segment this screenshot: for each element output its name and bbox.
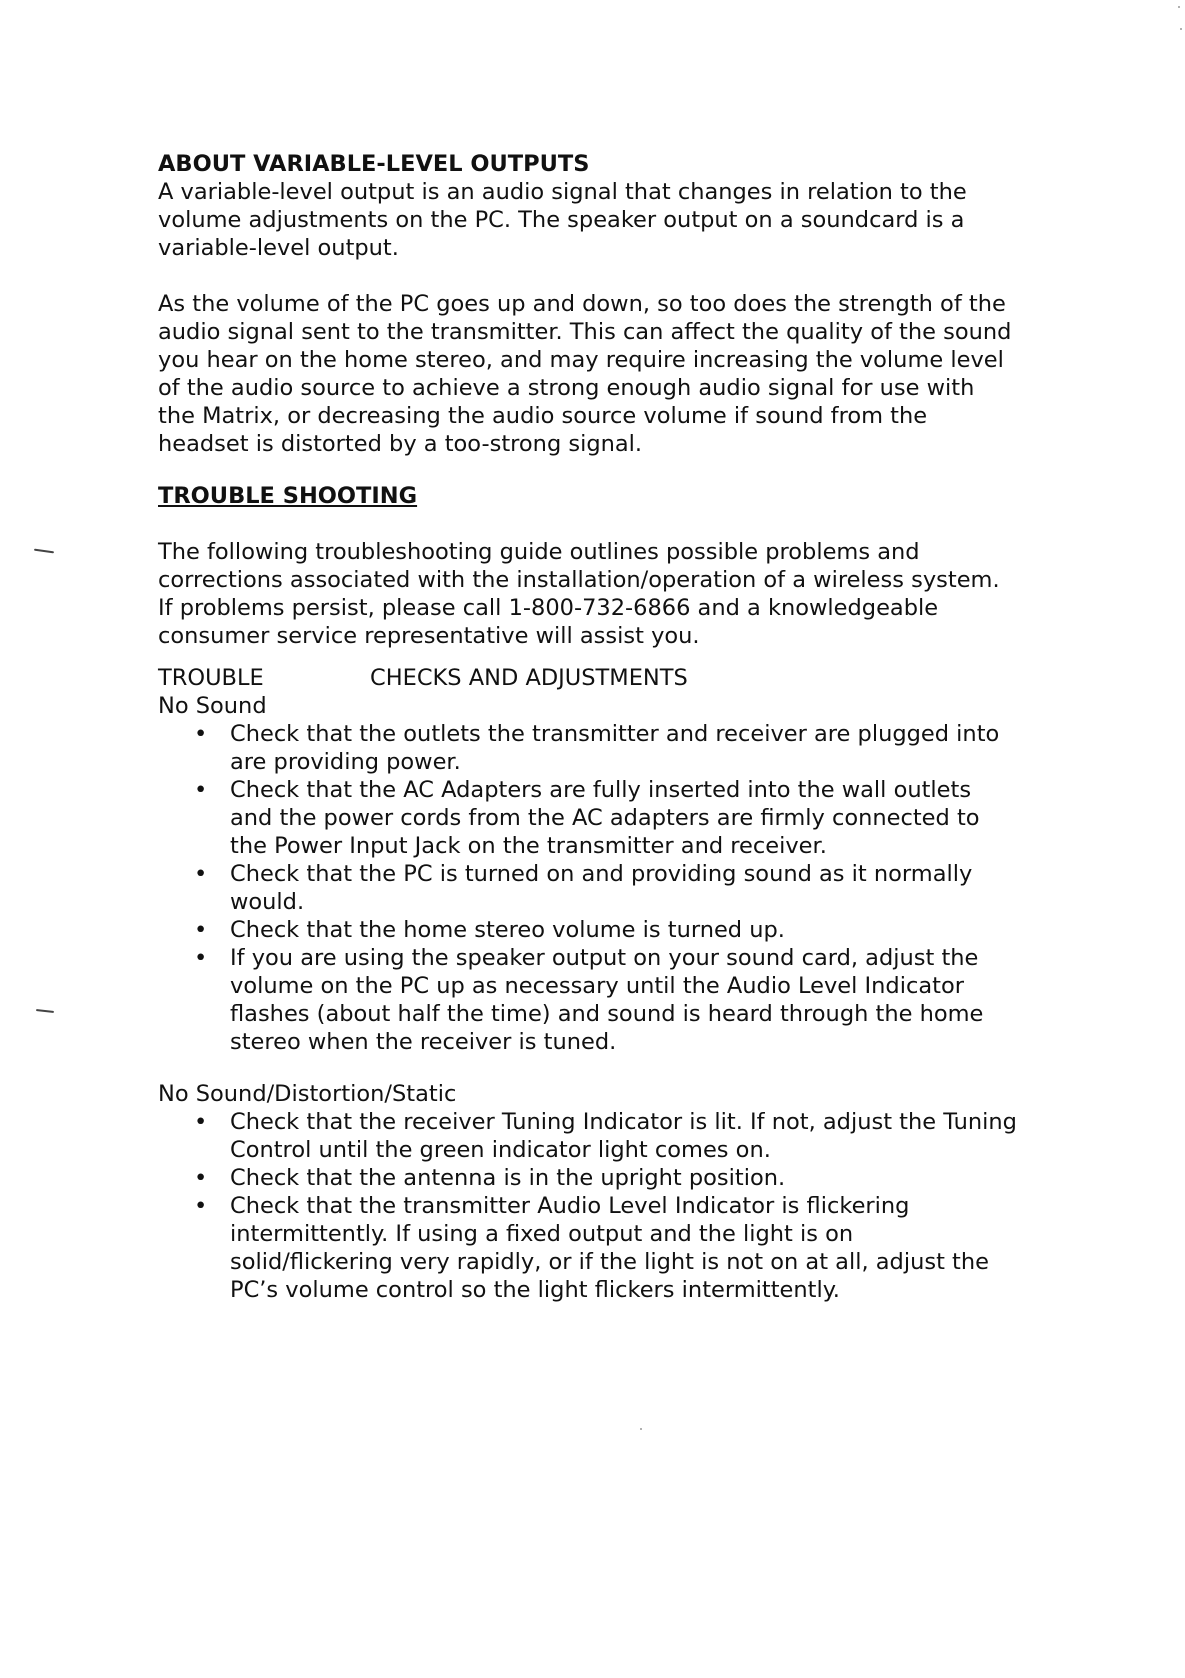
list-item-text: Check that the transmitter Audio Level Indicator is flickering intermittently. If using a fixed output and the light is on solid/flickering very rapidly, or if the light is not on at all, adjust the PC’s volume control so the light flickers intermittently. — [230, 1193, 989, 1303]
list-item-text: Check that the receiver Tuning Indicator is lit. If not, adjust the Tuning Control until the green indicator light comes on. — [230, 1109, 1017, 1163]
bullet-icon: • — [194, 777, 208, 803]
list-item — [194, 776, 1018, 860]
list-item — [194, 916, 1018, 944]
list-item-text: Check that the home stereo volume is turned up. — [230, 917, 785, 943]
scan-speck — [1178, 6, 1180, 8]
check-list — [158, 1108, 1018, 1304]
bullet-icon: • — [194, 721, 208, 747]
column-header-trouble: TROUBLE — [158, 665, 264, 691]
list-item — [194, 944, 1018, 1056]
list-item-text: Check that the PC is turned on and providing sound as it normally would. — [230, 861, 973, 915]
scan-mark-2 — [36, 1009, 54, 1013]
list-item — [194, 1192, 1018, 1304]
list-item — [194, 860, 1018, 916]
column-header-checks: CHECKS AND ADJUSTMENTS — [370, 665, 688, 691]
trouble-table-header — [158, 664, 1018, 692]
section-heading-variable-level: ABOUT VARIABLE-LEVEL OUTPUTS — [158, 151, 590, 177]
list-item — [194, 720, 1018, 776]
bullet-icon: • — [194, 1165, 208, 1191]
list-item — [194, 1164, 1018, 1192]
list-item — [194, 1108, 1018, 1164]
trouble-group-label: No Sound/Distortion/Static — [158, 1081, 457, 1107]
list-item-text: If you are using the speaker output on your sound card, adjust the volume on the PC up as necessary until the Audio Level Indicator flashes (about half the time) and sound is heard through the home stereo when the receiver is tuned. — [230, 945, 984, 1055]
document-page — [158, 150, 1018, 1304]
list-item-text: Check that the AC Adapters are fully inserted into the wall outlets and the power cords from the AC adapters are firmly connected to the Power Input Jack on the transmitter and receiver. — [230, 777, 980, 859]
scan-speck — [1180, 28, 1182, 30]
bullet-icon: • — [194, 917, 208, 943]
variable-level-paragraph-1: A variable-level output is an audio signal that changes in relation to the volume adjustments on the PC. The speaker output on a soundcard is a variable-level output. — [158, 179, 967, 261]
list-item-text: Check that the antenna is in the upright position. — [230, 1165, 786, 1191]
scan-speck — [640, 1428, 642, 1430]
trouble-group-label: No Sound — [158, 693, 267, 719]
troubleshooting-intro: The following troubleshooting guide outlines possible problems and corrections associated with the installation/operation of a wireless system. If problems persist, please call 1-800-732-6866 and a knowledgeable consumer service representative will assist you. — [158, 539, 1000, 649]
scan-mark-1 — [34, 549, 54, 554]
section-heading-troubleshooting: TROUBLE SHOOTING — [158, 483, 418, 509]
variable-level-paragraph-2: As the volume of the PC goes up and down, so too does the strength of the audio signal sent to the transmitter. This can affect the quality of the sound you hear on the home stereo, and may require increasing the volume level of the audio source to achieve a strong enough audio signal for use with the Matrix, or decreasing the audio source volume if sound from the headset is distorted by a too-strong signal. — [158, 291, 1012, 457]
bullet-icon: • — [194, 861, 208, 887]
bullet-icon: • — [194, 1109, 208, 1135]
check-list — [158, 720, 1018, 1056]
bullet-icon: • — [194, 945, 208, 971]
list-item-text: Check that the outlets the transmitter and receiver are plugged into are providing power. — [230, 721, 1000, 775]
bullet-icon: • — [194, 1193, 208, 1219]
